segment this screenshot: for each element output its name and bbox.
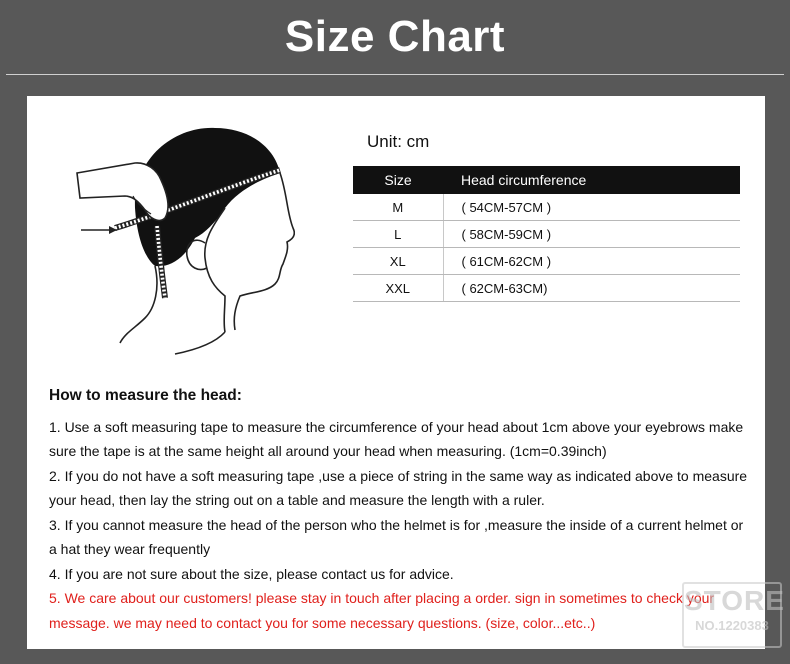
table-row: [353, 221, 740, 248]
unit-label: Unit: cm: [367, 132, 430, 151]
instructions-heading: How to measure the head:: [49, 387, 242, 404]
head-measurement-illustration: [75, 118, 295, 358]
measurement-instructions: [49, 384, 749, 635]
instruction-step: 4. If you are not sure about the size, please contact us for advice.: [49, 565, 454, 582]
circumference-cell: ( 61CM-62CM ): [443, 248, 740, 275]
size-cell: M: [353, 194, 443, 221]
instruction-step: 3. If you cannot measure the head of the person who the helmet is for ,measure the inside of a current helmet or a hat they wear frequently: [49, 516, 744, 557]
instruction-step: 1. Use a soft measuring tape to measure the circumference of your head about 1cm above your eyebrows make sure the tape is at the same height all around your head when measuring. (1cm=0.39inch): [49, 418, 744, 459]
store-watermark: [682, 582, 785, 648]
table-header-row: [353, 166, 740, 194]
column-header-circumference: Head circumference: [443, 166, 740, 194]
size-cell: XL: [353, 248, 443, 275]
instruction-step: 2. If you do not have a soft measuring tape ,use a piece of string in the same way as indicated above to measure your head, then lay the string out on a table and measure the length with a ruler.: [49, 467, 748, 508]
table-row: [353, 194, 740, 221]
customer-care-note: 5. We care about our customers! please stay in touch after placing a order. sign in sometimes to check your message. we may need to contact you for some necessary questions. (size, color...etc..): [49, 590, 715, 631]
column-header-size: Size: [353, 166, 443, 194]
size-cell: XXL: [353, 275, 443, 302]
circumference-cell: ( 62CM-63CM): [443, 275, 740, 302]
size-chart-panel: [27, 96, 765, 649]
table-row: [353, 248, 740, 275]
table-row: [353, 275, 740, 302]
circumference-cell: ( 54CM-57CM ): [443, 194, 740, 221]
watermark-store-text: STORE: [684, 585, 785, 616]
watermark-store-number: NO.1220383: [695, 618, 769, 633]
page-title: Size Chart: [284, 12, 506, 61]
title-divider: [6, 74, 784, 75]
size-table: [353, 166, 740, 302]
circumference-cell: ( 58CM-59CM ): [443, 221, 740, 248]
size-cell: L: [353, 221, 443, 248]
